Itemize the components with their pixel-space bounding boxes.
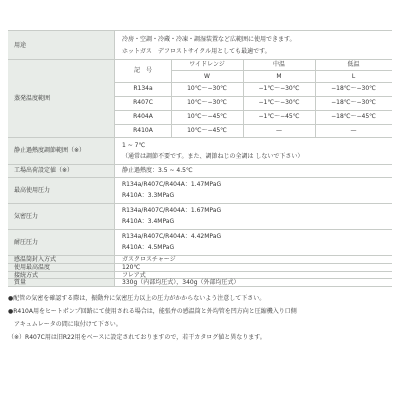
range-l-value: −18℃～−30℃ (331, 85, 376, 92)
airtight-line1: R134a/R407C/R404A：1.67MPaG (122, 207, 222, 214)
range-top-w: ワイドレンジ (189, 61, 225, 68)
refrigerant-name: R410A (133, 127, 153, 134)
range-m-value: −1℃～−30℃ (258, 85, 300, 92)
row-factory (8, 164, 392, 177)
row-max-pressure (8, 177, 392, 203)
row-connection (8, 271, 392, 278)
spec-table (8, 30, 392, 286)
row-usage (8, 30, 392, 59)
range-m-value: — (276, 127, 282, 134)
usage-label: 用途 (14, 42, 27, 49)
usage-line2: ホットガス デフロストサイクル用としても最適です。 (122, 48, 271, 55)
evap-table (115, 60, 392, 137)
range-w-value: 10℃～−45℃ (187, 127, 227, 134)
proof-line2: R410A：4.5MPaG (122, 244, 175, 251)
airtight-label: 気密圧力 (14, 213, 39, 220)
superheat-line1: 1 ~ 7℃ (122, 142, 146, 149)
max-pressure-line1: R134a/R407C/R404A：1.47MPaG (122, 181, 222, 188)
charge-value: ガスクロスチャージ (122, 256, 176, 263)
airtight-line2: R410A：3.4MPaG (122, 218, 175, 225)
range-w-value: 10℃～−45℃ (187, 113, 227, 120)
row-mass (8, 278, 392, 286)
row-superheat (8, 137, 392, 164)
superheat-label: 静止過熱度調節範囲（※） (14, 147, 86, 154)
note-4: （※）R407C用は旧R22用をベースに設定されておりますので，若干カタログ値と異なります。 (8, 334, 266, 341)
range-sub-m: M (276, 73, 282, 80)
mass-value: 330g（内部均圧式），340g（外部均圧式） (122, 279, 240, 286)
connection-label: 接続方式 (14, 272, 39, 279)
row-evap (8, 59, 392, 137)
row-maxtemp (8, 263, 392, 271)
row-proof (8, 229, 392, 255)
range-top-m: 中温 (272, 61, 285, 68)
note-1: ●配管の気密を確認する際は，振動弁に気密圧力以上の圧力がかからないよう注意して下さい。 (8, 295, 266, 302)
factory-label: 工場出荷設定値（※） (14, 167, 74, 174)
range-w-value: 10℃～−30℃ (187, 85, 227, 92)
maxtemp-value: 120℃ (122, 264, 141, 271)
refrigerant-name: R404A (133, 113, 153, 120)
range-m-value: −1℃～−30℃ (258, 99, 300, 106)
table-bottom-border (8, 286, 392, 287)
note-3: アキュムレータの間に取付けて下さい。 (8, 321, 122, 328)
mass-label: 質量 (14, 279, 27, 286)
range-l-value: −18℃～−30℃ (331, 99, 376, 106)
range-m-value: −1℃～−45℃ (258, 113, 300, 120)
range-sub-w: W (204, 73, 210, 80)
range-w-value: 10℃～−30℃ (187, 99, 227, 106)
proof-label: 耐圧圧力 (14, 239, 39, 246)
maxtemp-label: 使用最高温度 (14, 264, 51, 271)
range-top-l: 低温 (347, 61, 360, 68)
row-charge (8, 255, 392, 263)
row-airtight (8, 203, 392, 229)
range-l-value: — (350, 127, 357, 134)
range-l-value: −18℃～−45℃ (331, 113, 376, 120)
refrigerant-name: R134a (133, 85, 153, 92)
charge-label: 感温筒封入方式 (14, 256, 57, 263)
connection-value: フレア式 (122, 272, 146, 279)
refrigerant-name: R407C (133, 99, 153, 106)
usage-line1: 冷房・空調・冷蔵・冷凍・調湿装置など広範囲に使用できます。 (122, 36, 296, 43)
range-sub-l: L (351, 73, 356, 80)
max-pressure-label: 最高使用圧力 (14, 187, 51, 194)
note-2: ●R410A用をヒートポンプ回路にて使用される場合は，能張弁の感温筒と外均管を凹方向と圧縮機入り口側 (8, 308, 297, 315)
max-pressure-line2: R410A：3.3MPaG (122, 192, 175, 199)
factory-value: 静止過熱度：3.5 ~ 4.5℃ (122, 167, 193, 174)
superheat-line2: （通常は調節不要です。また、調節ねじの全調は しないで下さい） (122, 153, 304, 160)
proof-line1: R134a/R407C/R404A：4.42MPaG (122, 233, 222, 240)
evap-label: 蒸発温度範囲 (14, 95, 51, 102)
symbol-header: 記 号 (133, 67, 152, 74)
